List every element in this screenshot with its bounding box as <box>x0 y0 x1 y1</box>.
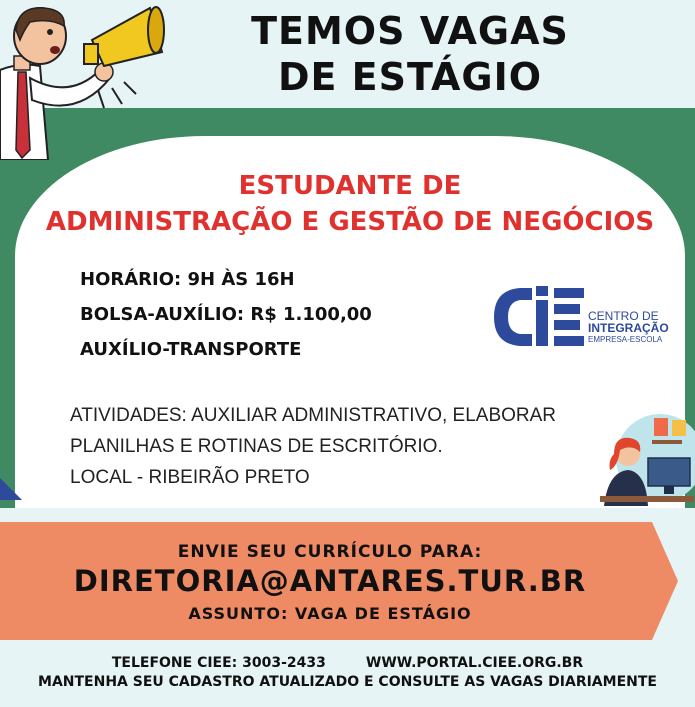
cta-email[interactable]: DIRETORIA@ANTARES.TUR.BR <box>73 564 587 598</box>
megaphone-man-icon <box>0 0 175 160</box>
cta-text <box>0 522 660 623</box>
main-title-line2: DE ESTÁGIO <box>277 55 543 99</box>
position-title <box>30 168 670 240</box>
activities-block <box>70 400 630 493</box>
main-title-line1: TEMOS VAGAS <box>251 9 569 53</box>
ciee-logo-line3: EMPRESA-ESCOLA <box>588 335 663 344</box>
activities-line3: LOCAL - RIBEIRÃO PRETO <box>70 467 310 488</box>
job-details <box>80 262 460 367</box>
position-title-line2: ADMINISTRAÇÃO E GESTÃO DE NEGÓCIOS <box>45 207 655 237</box>
cta-line1: ENVIE SEU CURRÍCULO PARA: <box>177 542 483 562</box>
footer-phone: TELEFONE CIEE: 3003-2433 <box>111 655 326 671</box>
footer-contact-line <box>0 654 695 673</box>
hours-text: HORÁRIO: 9H ÀS 16H <box>80 269 295 290</box>
footer-website[interactable]: WWW.PORTAL.CIEE.ORG.BR <box>365 655 584 671</box>
transport-text: AUXÍLIO-TRANSPORTE <box>80 339 302 360</box>
footer-note: MANTENHA SEU CADASTRO ATUALIZADO E CONSULTE AS VAGAS DIARIAMENTE <box>38 674 657 690</box>
position-title-line1: ESTUDANTE DE <box>238 171 462 201</box>
ciee-logo <box>490 284 680 350</box>
activities-line1: ATIVIDADES: AUXILIAR ADMINISTRATIVO, ELABORAR <box>70 405 557 426</box>
activities-line2: PLANILHAS E ROTINAS DE ESCRITÓRIO. <box>70 436 443 457</box>
ciee-logo-line1: CENTRO DE <box>588 309 659 323</box>
cta-subject: ASSUNTO: VAGA DE ESTÁGIO <box>188 604 472 623</box>
ciee-logo-line2: INTEGRAÇÃO <box>588 321 669 335</box>
stipend-text: BOLSA-AUXÍLIO: R$ 1.100,00 <box>80 304 372 325</box>
main-title <box>200 8 620 100</box>
office-worker-icon <box>598 410 695 508</box>
footer <box>0 654 695 692</box>
blue-corner-decoration <box>0 478 22 500</box>
